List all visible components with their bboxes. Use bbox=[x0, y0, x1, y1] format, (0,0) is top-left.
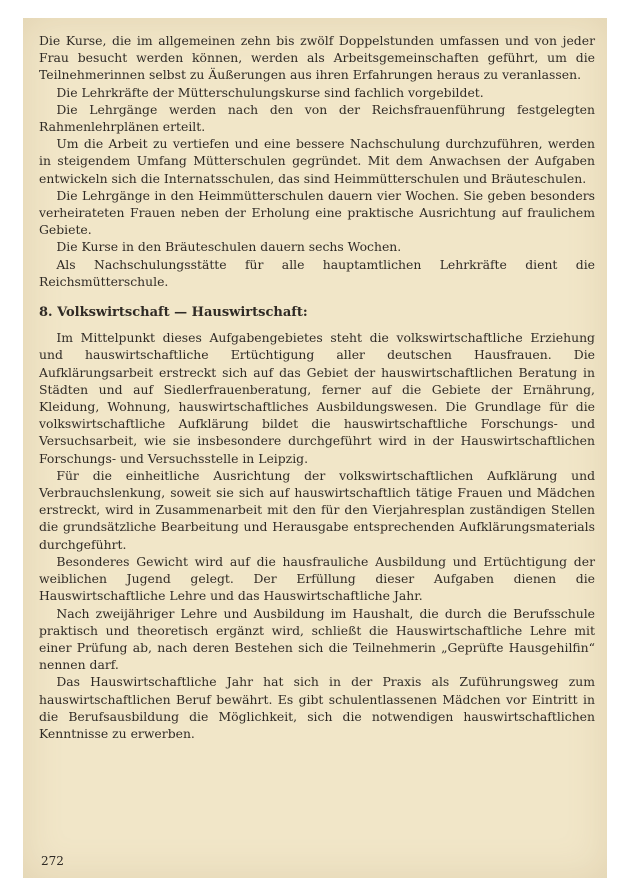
paragraph: Als Nachschulungsstätte für alle hauptamtlichen Lehrkräfte dient die Reichsmütterschule. bbox=[39, 256, 595, 289]
paragraph: Nach zweijähriger Lehre und Ausbildung im Haushalt, die durch die Berufsschule praktisch und theoretisch ergänzt wird, schließt die Hauswirtschaftliche Lehre mit einer Prüfung ab, nach deren Bestehen sich die Teilnehmerin „Geprüfte Hausgehilfin“ nennen darf. bbox=[39, 605, 595, 673]
page-body bbox=[39, 32, 595, 742]
paragraph: Die Lehrgänge werden nach den von der Reichsfrauenführung festgelegten Rahmenlehrplänen erteilt. bbox=[39, 101, 595, 135]
paragraph: Die Lehrgänge in den Heimmütterschulen dauern vier Wochen. Sie geben besonders verheirateten Frauen neben der Erholung eine praktische Ausrichtung auf fraulichem Gebiete. bbox=[39, 187, 595, 238]
paragraph: Für die einheitliche Ausrichtung der volkswirtschaftlichen Aufklärung und Verbrauchslenkung, soweit sie sich auf hauswirtschaftlich tätige Frauen und Mädchen erstreckt, wird in Zusammenarbeit mit den für den Vierjahresplan zuständigen Stellen die grundsätzliche Bearbeitung und Herausgabe entsprechenden Aufklärungsmaterials durchgeführt. bbox=[39, 467, 595, 552]
section-heading: 8. Volkswirtschaft — Hauswirtschaft: bbox=[39, 305, 308, 321]
paragraph: Die Lehrkräfte der Mütterschulungskurse sind fachlich vorgebildet. bbox=[56, 84, 484, 100]
paragraph: Die Kurse in den Bräuteschulen dauern sechs Wochen. bbox=[56, 239, 402, 255]
book-page bbox=[23, 18, 607, 878]
paragraph: Besonderes Gewicht wird auf die hausfrauliche Ausbildung und Ertüchtigung der weiblichen Jugend gelegt. Der Erfüllung dieser Aufgaben dienen die Hauswirtschaftliche Lehre und das Hauswirtschaftliche Jahr. bbox=[39, 553, 595, 604]
page-number: 272 bbox=[41, 854, 64, 868]
paragraph: Um die Arbeit zu vertiefen und eine bessere Nachschulung durchzuführen, werden in steigendem Umfang Mütterschulen gegründet. Mit dem Anwachsen der Aufgaben entwickeln sich die Internatsschulen, das sind Heimmütterschulen und Bräuteschulen. bbox=[39, 136, 595, 186]
paragraph: Das Hauswirtschaftliche Jahr hat sich in der Praxis als Zuführungsweg zum hauswirtschaftlichen Beruf bewährt. Es gibt schulentlassenen Mädchen vor Eintritt in die Berufsausbildung die Möglichkeit, sich die notwendigen hauswirtschaftlichen Kenntnisse zu erwerben. bbox=[39, 674, 595, 741]
paragraph: Im Mittelpunkt dieses Aufgabengebietes steht die volkswirtschaftliche Erziehung und hauswirtschaftliche Ertüchtigung aller deutschen Hausfrauen. Die Aufklärungsarbeit erstreckt sich auf das Gebiet der hauswirtschaftlichen Beratung in Städten und auf Siedlerfrauenberatung, ferner auf die Gebiete der Ernährung, Kleidung, Wohnung, hauswirtschaftliches Ausbildungswesen. Die Grundlage für die volkswirtschaftliche Aufklärung bildet die hauswirtschaftliche Forschungs- und Versuchsarbeit, wie sie insbesondere durchgeführt wird in der Hauswirtschaftlichen Forschungs- und Versuchsstelle in Leipzig. bbox=[39, 330, 595, 466]
paragraph: Die Kurse, die im allgemeinen zehn bis zwölf Doppelstunden umfassen und von jeder Frau besucht werden können, werden als Arbeitsgemeinschaften geführt, um die Teilnehmerinnen selbst zu Äußerungen aus ihren Erfahrungen heraus zu veranlassen. bbox=[39, 33, 595, 83]
